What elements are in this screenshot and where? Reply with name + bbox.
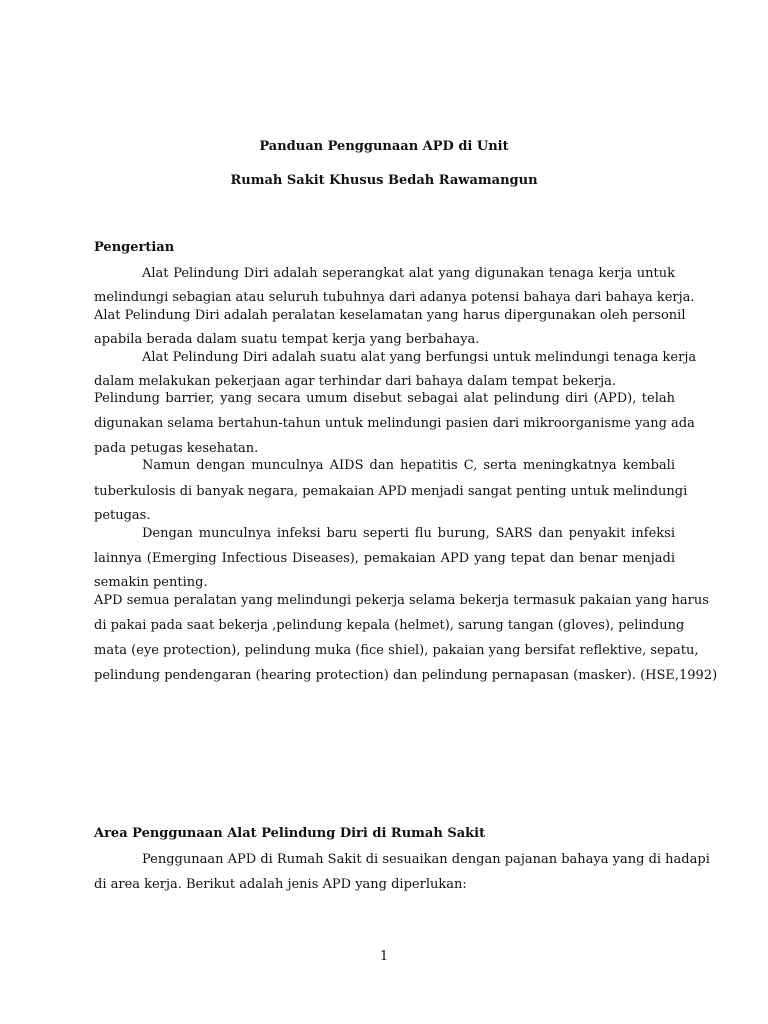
paragraph-line: petugas. <box>94 508 151 523</box>
paragraph-line: Namun dengan munculnya AIDS dan hepatitis C, serta meningkatnya kembali <box>142 458 675 473</box>
paragraph-line: apabila berada dalam suatu tempat kerja yang berbahaya. <box>94 332 480 347</box>
document-title: Panduan Penggunaan APD di Unit <box>259 139 509 154</box>
paragraph-line: pada petugas kesehatan. <box>94 441 259 456</box>
paragraph-line: melindungi sebagian atau seluruh tubuhnya dari adanya potensi bahaya dari bahaya kerja. <box>94 290 695 305</box>
paragraph-line: digunakan selama bertahun-tahun untuk melindungi pasien dari mikroorganisme yang ada <box>94 416 695 431</box>
paragraph-line: Alat Pelindung Diri adalah peralatan keselamatan yang harus dipergunakan oleh personil <box>94 308 686 323</box>
document-subtitle: Rumah Sakit Khusus Bedah Rawamangun <box>230 173 538 188</box>
paragraph-line: di area kerja. Berikut adalah jenis APD yang diperlukan: <box>94 877 467 892</box>
paragraph-line: mata (eye protection), pelindung muka (fice shiel), pakaian yang bersifat reflektive, sepatu, <box>94 643 699 658</box>
paragraph-line: lainnya (Emerging Infectious Diseases), pemakaian APD yang tepat dan benar menjadi <box>94 551 675 566</box>
page-number: 1 <box>379 949 389 964</box>
section-heading-area: Area Penggunaan Alat Pelindung Diri di Rumah Sakit <box>94 826 486 841</box>
paragraph-line: dalam melakukan pekerjaan agar terhindar dari bahaya dalam tempat bekerja. <box>94 374 617 389</box>
paragraph-line: APD semua peralatan yang melindungi pekerja selama bekerja termasuk pakaian yang harus <box>94 593 709 608</box>
paragraph-line: Penggunaan APD di Rumah Sakit di sesuaikan dengan pajanan bahaya yang di hadapi <box>142 852 710 867</box>
paragraph-line: di pakai pada saat bekerja ,pelindung kepala (helmet), sarung tangan (gloves), pelindung <box>94 618 685 633</box>
paragraph-line: Alat Pelindung Diri adalah suatu alat yang berfungsi untuk melindungi tenaga kerja <box>142 350 697 365</box>
paragraph-line: pelindung pendengaran (hearing protection) dan pelindung pernapasan (masker). (HSE,1992) <box>94 668 718 683</box>
paragraph-line: Alat Pelindung Diri adalah seperangkat alat yang digunakan tenaga kerja untuk <box>142 266 675 281</box>
section-heading-pengertian: Pengertian <box>94 240 175 255</box>
paragraph-line: tuberkulosis di banyak negara, pemakaian APD menjadi sangat penting untuk melindungi <box>94 484 688 499</box>
paragraph-line: Dengan munculnya infeksi baru seperti flu burung, SARS dan penyakit infeksi <box>142 526 675 541</box>
paragraph-line: Pelindung barrier, yang secara umum disebut sebagai alat pelindung diri (APD), telah <box>94 391 675 406</box>
paragraph-line: semakin penting. <box>94 575 208 590</box>
